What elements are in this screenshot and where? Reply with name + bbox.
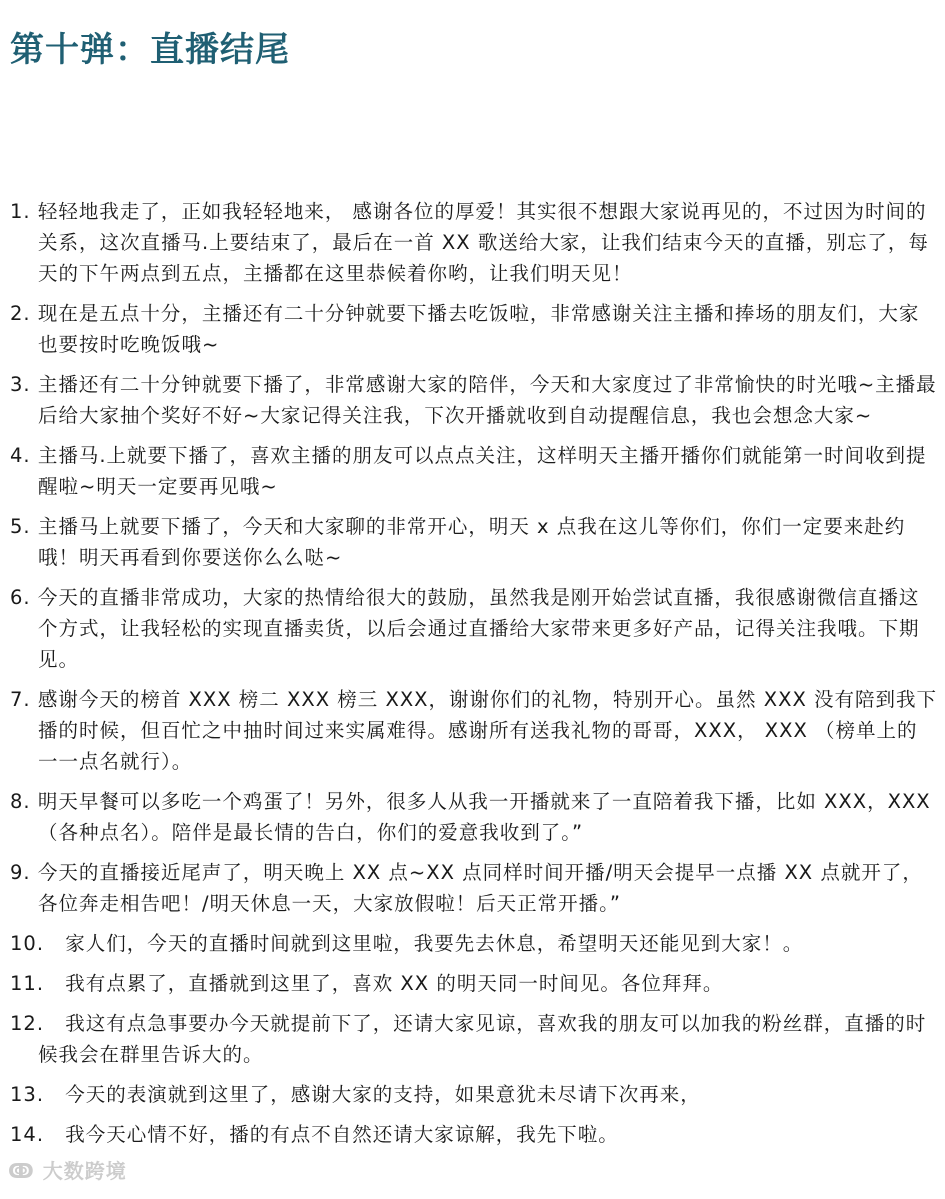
closing-lines-list: [0, 196, 938, 1150]
item-text: 家人们，今天的直播时间就到这里啦，我要先去休息，希望明天还能见到大家！。: [65, 932, 804, 955]
list-item: [10, 1119, 938, 1150]
list-item: [10, 298, 938, 360]
list-item: [10, 968, 938, 999]
watermark-text: 大数跨境: [42, 1159, 127, 1183]
list-item: [10, 684, 938, 777]
item-text: 我今天心情不好，播的有点不自然还请大家谅解，我先下啦。: [65, 1123, 619, 1146]
list-item: [10, 928, 938, 959]
item-number: 3.: [10, 373, 31, 396]
list-item: [10, 511, 938, 573]
item-text: 感谢今天的榜首 XXX 榜二 XXX 榜三 XXX，谢谢你们的礼物，特别开心。虽然 XXX 没有陪到我下播的时候，但百忙之中抽时间过来实属难得。感谢所有送我礼物的哥哥，XXX， XXX （榜单上的一一点名就行）。: [37, 688, 938, 773]
item-text: 今天的直播接近尾声了，明天晚上 XX 点~XX 点同样时间开播/明天会提早一点播 XX 点就开了，各位奔走相告吧！/明天休息一天，大家放假啦！后天正常开播。”: [37, 861, 923, 915]
list-item: [10, 1008, 938, 1070]
item-text: 现在是五点十分，主播还有二十分钟就要下播去吃饭啦，非常感谢关注主播和捧场的朋友们，大家也要按时吃晚饭哦~: [37, 302, 920, 356]
list-item: [10, 786, 938, 848]
item-text: 今天的表演就到这里了，感谢大家的支持，如果意犹未尽请下次再来，: [65, 1083, 701, 1106]
list-item: [10, 196, 938, 289]
item-text: 今天的直播非常成功，大家的热情给很大的鼓励，虽然我是刚开始尝试直播，我很感谢微信直播这个方式，让我轻松的实现直播卖货，以后会通过直播给大家带来更多好产品，记得关注我哦。下期见。: [37, 586, 920, 671]
item-number: 4.: [10, 444, 31, 467]
item-number: 10.: [10, 932, 45, 955]
item-number: 12.: [10, 1012, 45, 1035]
item-number: 11.: [10, 972, 45, 995]
item-number: 9.: [10, 861, 31, 884]
item-text: 主播马上就要下播了，今天和大家聊的非常开心，明天 x 点我在这儿等你们，你们一定要来赴约哦！明天再看到你要送你么么哒~: [37, 515, 906, 569]
item-number: 7.: [10, 688, 31, 711]
list-item: [10, 857, 938, 919]
item-number: 6.: [10, 586, 31, 609]
item-number: 13.: [10, 1083, 45, 1106]
list-item: [10, 582, 938, 675]
item-text: 我这有点急事要办今天就提前下了，还请大家见谅，喜欢我的朋友可以加我的粉丝群，直播的时候我会在群里告诉大的。: [38, 1012, 927, 1066]
list-item: [10, 1079, 938, 1110]
item-number: 2.: [10, 302, 31, 325]
list-item: [10, 369, 938, 431]
item-number: 14.: [10, 1123, 45, 1146]
item-text: 主播马.上就要下播了，喜欢主播的朋友可以点点关注，这样明天主播开播你们就能第一时间收到提醒啦~明天一定要再见哦~: [37, 444, 927, 498]
page-title: 第十弹：直播结尾: [10, 30, 290, 70]
watermark-logo: ↂ 大数跨境: [8, 1159, 127, 1183]
item-number: 5.: [10, 515, 31, 538]
list-item: [10, 440, 938, 502]
item-text: 主播还有二十分钟就要下播了，非常感谢大家的陪伴，今天和大家度过了非常愉快的时光哦~主播最后给大家抽个奖好不好~大家记得关注我，下次开播就收到自动提醒信息，我也会想念大家~: [37, 373, 937, 427]
item-number: 8.: [10, 790, 31, 813]
item-text: 明天早餐可以多吃一个鸡蛋了！另外，很多人从我一开播就来了一直陪着我下播，比如 XXX，XXX （各种点名）。陪伴是最长情的告白，你们的爱意我收到了。”: [37, 790, 931, 844]
item-text: 我有点累了，直播就到这里了，喜欢 XX 的明天同一时间见。各位拜拜。: [65, 972, 724, 995]
item-number: 1.: [10, 200, 31, 223]
item-text: 轻轻地我走了，正如我轻轻地来， 感谢各位的厚爱！其实很不想跟大家说再见的，不过因为时间的关系，这次直播马.上要结束了，最后在一首 XX 歌送给大家，让我们结束今天的直播，别忘了，每天的下午两点到五点，主播都在这里恭候着你哟，让我们明天见！: [37, 200, 929, 285]
